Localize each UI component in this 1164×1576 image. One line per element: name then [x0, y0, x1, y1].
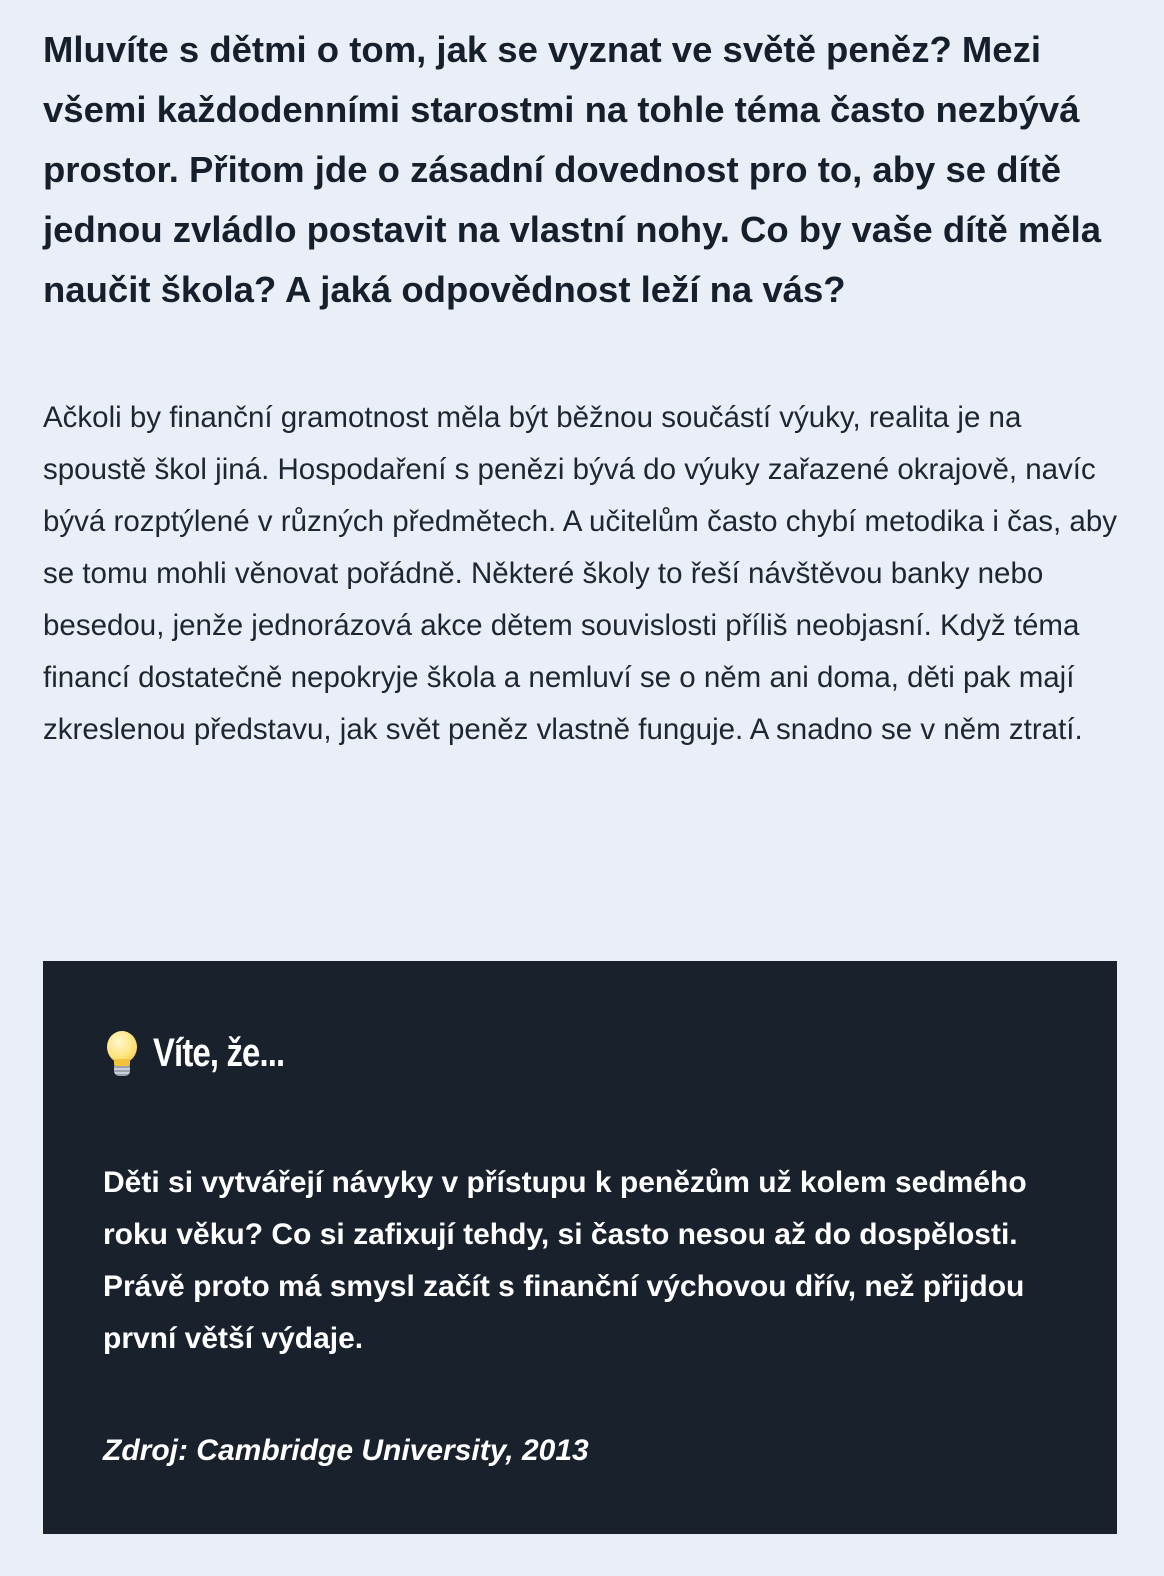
infobox-title: Víte, že...	[153, 1030, 285, 1075]
article-paragraph: Ačkoli by finanční gramotnost měla být běžnou součástí výuky, realita je na spoustě škol jiná. Hospodaření s penězi bývá do výuky zařazené okrajově, navíc bývá rozptýlené v různých předmětech. A učitelům často chybí metodika i čas, aby se tomu mohli věnovat pořádně. Některé školy to řeší návštěvou banky nebo besedou, jenže jednorázová akce dětem souvislosti příliš neobjasní. Když téma financí dostatečně nepokryje škola a nemluví se o něm ani doma, děti pak mají zkreslenou představu, jak svět peněz vlastně funguje. A snadno se v něm ztratí.	[43, 401, 1117, 746]
article-lead: Mluvíte s dětmi o tom, jak se vyznat ve světě peněz? Mezi všemi každodenními starostmi na tohle téma často nezbývá prostor. Přitom jde o zásadní dovednost pro to, aby se dítě jednou zvládlo postavit na vlastní nohy. Co by vaše dítě měla naučit škola? A jaká odpovědnost leží na vás?	[43, 29, 1102, 310]
infobox-text: Děti si vytvářejí návyky v přístupu k penězům už kolem sedmého roku věku? Co si zafixují tehdy, si často nesou až do dospělosti. Právě proto má smysl začít s finanční výchovou dřív, než přijdou první větší výdaje.	[103, 1166, 1027, 1355]
infobox-heading	[103, 1025, 1057, 1081]
did-you-know-box	[43, 961, 1117, 1534]
infobox-source: Zdroj: Cambridge University, 2013	[103, 1434, 589, 1467]
lightbulb-icon	[103, 1027, 143, 1079]
